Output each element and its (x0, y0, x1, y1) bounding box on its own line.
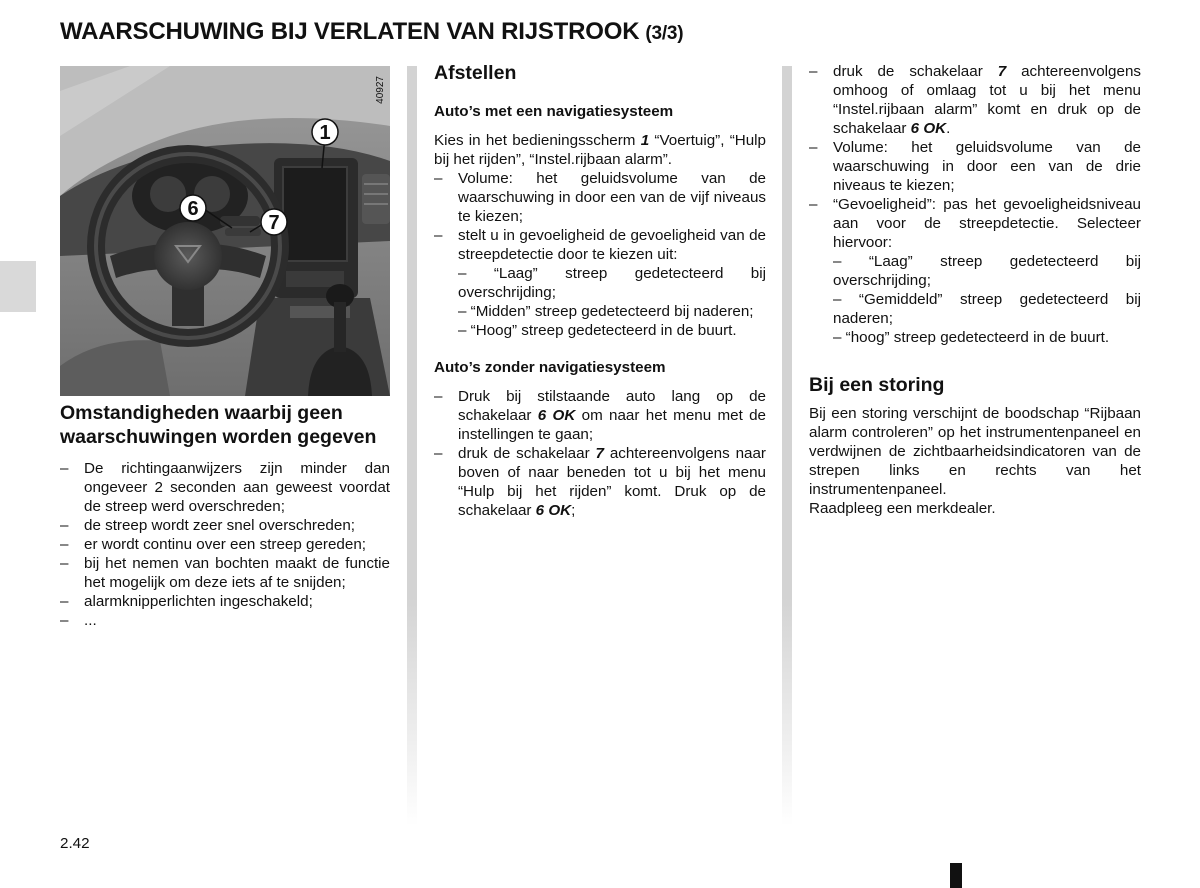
sub-list-item: – “Laag” streep gedetecteerd bij overschrijding; (833, 253, 1141, 289)
list-item: – ... (60, 611, 390, 630)
callout-7-label: 7 (268, 212, 280, 234)
column-right (809, 62, 1141, 518)
dashboard-photo (60, 66, 390, 396)
fault-text-dealer: Raadpleeg een merkdealer. (809, 499, 996, 517)
figure-code: 40927 (375, 76, 386, 104)
list-item: – Volume: het geluidsvolume van de waarschuwing in door een van de vijf niveaus te kiezen; (434, 169, 766, 226)
list-item (434, 387, 766, 444)
page-title (60, 18, 683, 46)
text: achtereenvolgens omhoog of omlaag tot u bij het menu “Instel.rijbaan alarm” komt en druk op de schakelaar (833, 63, 1141, 137)
control-number: 6 OK (537, 406, 576, 424)
list-item: – alarmknipperlichten ingeschakeld; (60, 592, 390, 611)
control-number: 1 (640, 131, 650, 149)
fault-text: Bij een storing verschijnt de boodschap “Rijbaan alarm controleren” op het instrumentenpaneel en verdwijnen de zichtbaarheidsindicatoren van de strepen links en rechts van het instrumentenpaneel. (809, 404, 1141, 498)
callout-1-label: 1 (319, 122, 331, 144)
sub-list-item: – “Midden” streep gedetecteerd bij naderen; (458, 302, 754, 320)
sub-list-item: – “Laag” streep gedetecteerd bij overschrijding; (458, 264, 766, 301)
text: Kies in het bedieningsscherm (434, 131, 641, 149)
section-heading-fault: Bij een storing (809, 374, 945, 396)
section-heading-settings: Afstellen (434, 62, 517, 84)
page-title-suffix: (3/3) (645, 23, 684, 44)
control-number: 7 (595, 444, 604, 462)
sub-list-item: – “Hoog” streep gedetecteerd in de buurt. (458, 321, 737, 339)
list-item: – bij het nemen van bochten maakt de functie het mogelijk om deze iets af te snijden; (60, 554, 390, 592)
column-middle (434, 62, 766, 520)
column-divider (782, 66, 792, 826)
list-item: – stelt u in gevoeligheid de gevoeligheid van de streepdetectie door te kiezen uit: (434, 226, 766, 264)
text: “Voertuig”, “Hulp bij het rijden”, “Instel.rijbaan alarm”. (434, 131, 766, 168)
text: Druk bij stilstaande auto lang op de schakelaar (458, 387, 766, 424)
control-number: 6 OK (535, 501, 572, 519)
sub-list-item: – “hoog” streep gedetecteerd in de buurt. (833, 329, 1110, 346)
callout-6-label: 6 (187, 198, 199, 220)
column-divider (407, 66, 417, 826)
list-item: – er wordt continu over een streep gereden; (60, 535, 390, 554)
text: . (946, 120, 951, 137)
no-warning-list (60, 459, 390, 630)
control-number: 6 OK (910, 120, 947, 137)
nav-settings-list (434, 169, 766, 340)
no-nav-settings-list (434, 387, 766, 520)
sub-list-item: – “Gemiddeld” streep gedetecteerd bij naderen; (833, 291, 1141, 327)
list-item: – “Gevoeligheid”: pas het gevoeligheidsniveau aan voor de streepdetectie. Selecteer hiervoor: (809, 195, 1141, 252)
list-item (434, 444, 766, 520)
text: druk de schakelaar (458, 444, 596, 462)
text: achtereenvolgens naar boven of naar beneden tot u bij het menu “Hulp bij het rijden” komt. Druk op de schakelaar (458, 444, 766, 519)
text: om naar het menu met de instellingen te gaan; (458, 406, 766, 443)
column-left (60, 402, 390, 630)
continued-list (809, 62, 1141, 347)
subheading-without-nav: Auto’s zonder navigatiesysteem (434, 358, 666, 376)
list-item: – Volume: het geluidsvolume van de waarschuwing in door een van de drie niveaus te kiezen; (809, 138, 1141, 195)
text: druk de schakelaar (833, 63, 998, 80)
page-title-text: WAARSCHUWING BIJ VERLATEN VAN RIJSTROOK (60, 18, 640, 45)
control-number: 7 (997, 63, 1007, 80)
chapter-tab (0, 261, 36, 312)
nav-intro (434, 131, 766, 169)
list-item (809, 62, 1141, 138)
list-item: – De richtingaanwijzers zijn minder dan ongeveer 2 seconden aan geweest voordat de streep werd overschreden; (60, 459, 390, 516)
section-heading-no-warnings: Omstandigheden waarbij geen waarschuwingen worden gegeven (60, 402, 377, 448)
list-item: – de streep wordt zeer snel overschreden; (60, 516, 390, 535)
page-edge-marker (950, 863, 962, 888)
subheading-with-nav: Auto’s met een navigatiesysteem (434, 102, 674, 120)
text: ; (571, 501, 576, 519)
page-number: 2.42 (60, 835, 90, 852)
